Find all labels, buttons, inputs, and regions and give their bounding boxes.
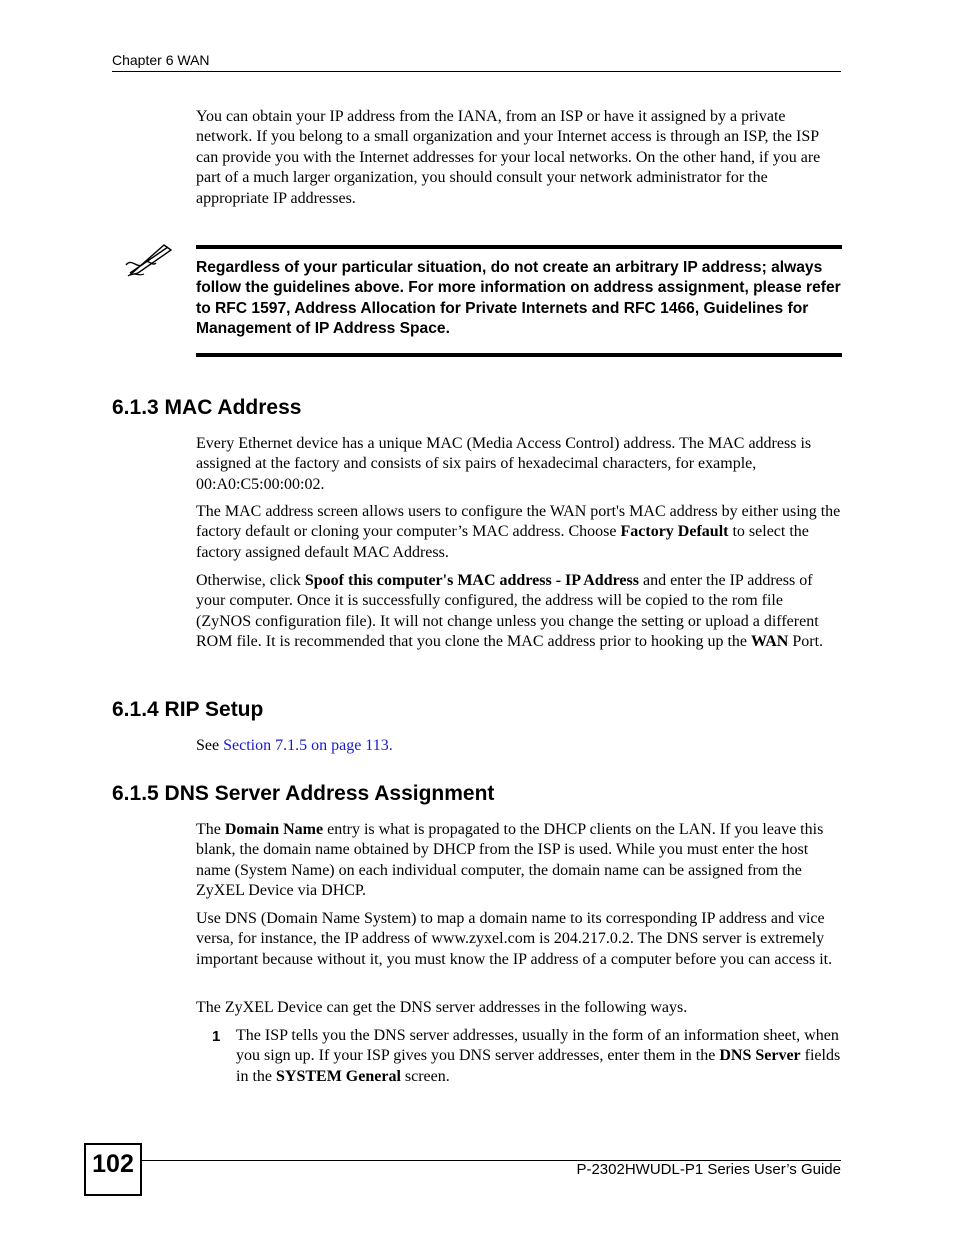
system-general-term: SYSTEM General (276, 1067, 401, 1085)
dns-server-term: DNS Server (719, 1047, 801, 1065)
chapter-header: Chapter 6 WAN (112, 52, 210, 68)
dns-paragraph-3: The ZyXEL Device can get the DNS server addresses in the following ways. (196, 999, 688, 1016)
rip-paragraph: See Section 7.1.5 on page 113. (196, 737, 393, 754)
mac-paragraph-2: The MAC address screen allows users to configure the WAN port's MAC address by either using the factory default or cloning your computer’s MAC address. Choose Factory Default to select the factory assigned default MAC Address. (196, 503, 841, 561)
note-bottom-rule (196, 353, 842, 357)
note-top-rule (196, 245, 842, 249)
pencil-icon (124, 243, 174, 279)
step-number: 1 (212, 1028, 221, 1045)
dns-paragraph-2: Use DNS (Domain Name System) to map a domain name to its corresponding IP address and vice versa, for instance, the IP address of www.zyxel.com is 204.217.0.2. The DNS server is extremely important because without it, you must know the IP address of a computer before you can access it. (196, 910, 833, 968)
heading-mac-address: 6.1.3 MAC Address (112, 396, 302, 419)
heading-dns-server: 6.1.5 DNS Server Address Assignment (112, 782, 495, 805)
heading-rip-setup: 6.1.4 RIP Setup (112, 698, 264, 721)
note-text: Regardless of your particular situation, do not create an arbitrary IP address; always follow the guidelines above. For more information on address assignment, please refer to RFC 1597, Address Allocation for Private Internets and RFC 1466, Guidelines for Management of IP Address Space. (196, 259, 841, 338)
mac-paragraph-1: Every Ethernet device has a unique MAC (Media Access Control) address. The MAC address is assigned at the factory and consists of six pairs of hexadecimal characters, for example, 00:A0:C5:00:00:02. (196, 435, 812, 493)
wan-term: WAN (751, 633, 789, 651)
factory-default-term: Factory Default (620, 523, 729, 541)
intro-paragraph: You can obtain your IP address from the IANA, from an ISP or have it assigned by a private network. If you belong to a small organization and your Internet access is through an ISP, the ISP can provide you with the Internet addresses for your local networks. On the other hand, if you are part of a much larger organization, you should consult your network administrator for the appropriate IP addresses. (196, 108, 821, 207)
section-link[interactable]: Section 7.1.5 on page 113 (223, 737, 389, 754)
guide-title: P-2302HWUDL-P1 Series User’s Guide (576, 1161, 841, 1178)
dns-paragraph-1: The Domain Name entry is what is propagated to the DHCP clients on the LAN. If you leave this blank, the domain name obtained by DHCP from the ISP is used. While you must enter the host name (System Name) on each individual computer, the domain name can be assigned from the ZyXEL Device via DHCP. (196, 821, 824, 900)
domain-name-term: Domain Name (224, 821, 324, 838)
header-rule (112, 71, 841, 72)
step-1-text: The ISP tells you the DNS server addresses, usually in the form of an information sheet, when you sign up. If your ISP gives you DNS server addresses, enter them in the DNS Server fields in the SYSTEM General screen. (236, 1027, 841, 1085)
page-number: 102 (92, 1150, 134, 1178)
mac-paragraph-3: Otherwise, click Spoof this computer's MAC address - IP Address and enter the IP address of your computer. Once it is successfully configured, the address will be copied to the rom file (ZyNOS configuration file). It will not change unless you change the setting or upload a different ROM file. It is recommended that you clone the MAC address prior to hooking up the WAN Port. (196, 572, 824, 651)
spoof-mac-term: Spoof this computer's MAC address - IP Address (304, 572, 639, 589)
